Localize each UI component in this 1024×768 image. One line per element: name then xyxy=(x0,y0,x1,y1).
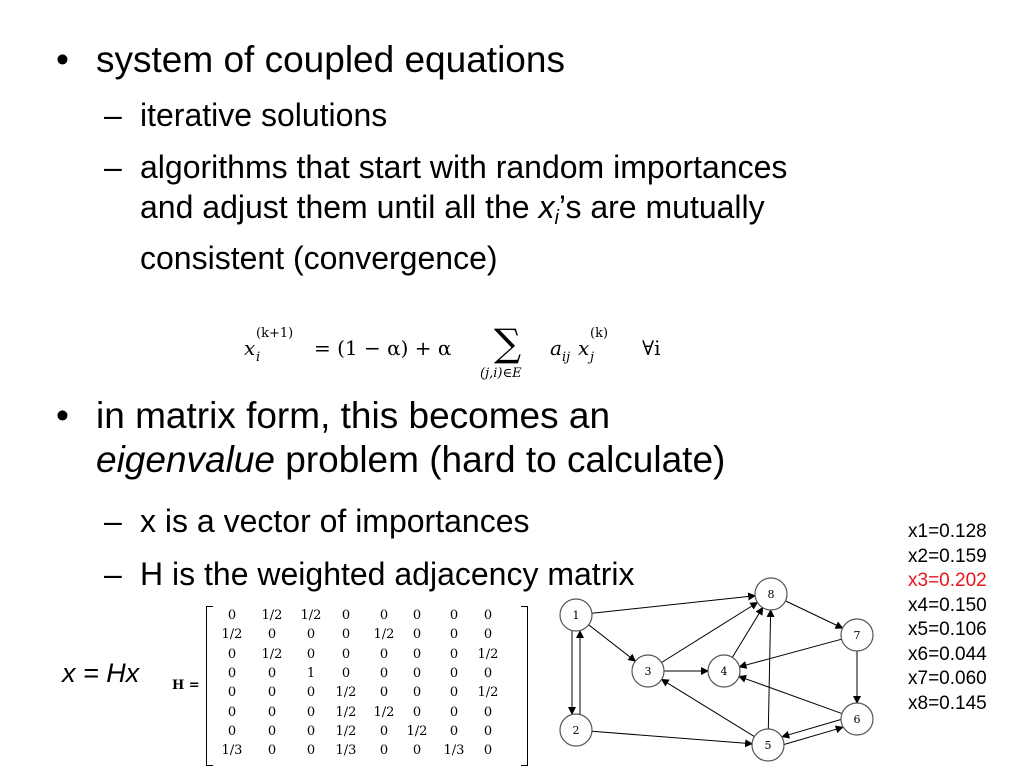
graph-edge-2-5 xyxy=(592,731,752,744)
value-x5: x5=0.106 xyxy=(908,619,987,640)
graph-node-6 xyxy=(841,703,873,735)
x-i-var: x xyxy=(538,189,555,225)
matrix-cell: 0 xyxy=(379,685,389,701)
node-label: 3 xyxy=(644,665,652,678)
matrix-cell: 0 xyxy=(341,646,351,662)
bullet-text: system of coupled equations xyxy=(96,39,565,80)
matrix-cell: 0 xyxy=(306,743,316,759)
matrix-cell: 1/2 xyxy=(477,646,499,662)
graph-edge-7-4 xyxy=(739,639,841,667)
graph-nodes xyxy=(560,578,873,761)
matrix-cell: 0 xyxy=(449,646,459,662)
matrix-cell: 1/2 xyxy=(373,704,395,720)
matrix-cell: 0 xyxy=(449,704,459,720)
graph-node-4 xyxy=(708,655,740,687)
sub-bullet-text: iterative solutions xyxy=(140,97,388,133)
matrix-cell: 0 xyxy=(341,665,351,681)
bullet-marker: • xyxy=(56,39,69,80)
bullet-line-1: in matrix form, this becomes an xyxy=(96,395,611,436)
matrix-cell: 0 xyxy=(412,646,422,662)
value-x4: x4=0.150 xyxy=(908,594,987,616)
dash-marker: – xyxy=(104,97,122,133)
matrix-cell: 0 xyxy=(483,627,493,643)
matrix-cell: 0 xyxy=(306,627,316,643)
matrix-cell: 0 xyxy=(379,608,389,623)
matrix-right-bracket xyxy=(521,606,528,766)
sub-bullet-text: H is the weighted adjacency matrix xyxy=(140,556,635,592)
matrix-cell: 0 xyxy=(412,665,422,681)
graph-node-7 xyxy=(841,619,873,651)
matrix-cell: 1/2 xyxy=(261,646,283,662)
matrix-cell: 0 xyxy=(306,685,316,701)
graph-edge-5-6 xyxy=(784,727,842,744)
matrix-cell: 0 xyxy=(267,743,277,759)
matrix-cell: 0 xyxy=(306,723,316,739)
matrix-cell: 1/2 xyxy=(221,627,243,643)
eq-lhs-sub: i xyxy=(256,350,261,365)
dash-marker: – xyxy=(104,503,122,539)
matrix-cell: 0 xyxy=(341,627,351,643)
eq-term-a-sub: ij xyxy=(562,350,571,365)
matrix-cell: 0 xyxy=(379,743,389,759)
sub-bullet-line-2 xyxy=(140,187,787,238)
matrix-cell: 0 xyxy=(483,665,493,681)
matrix-cell: 1 xyxy=(306,665,316,681)
matrix-cell: 0 xyxy=(267,723,277,739)
graph-node-1 xyxy=(560,599,592,631)
matrix-cell: 0 xyxy=(483,704,493,720)
node-label: 4 xyxy=(720,665,728,678)
graph-edge-6-5 xyxy=(782,720,840,737)
matrix-cell: 0 xyxy=(483,743,493,759)
h-matrix xyxy=(206,606,528,766)
graph-edge-5-8 xyxy=(768,610,770,729)
matrix-cell: 0 xyxy=(379,723,389,739)
value-x1: x1=0.128 xyxy=(908,521,987,542)
matrix-cell: 0 xyxy=(412,608,422,623)
graph-node-2 xyxy=(560,714,592,746)
eq-lhs-var: x xyxy=(244,336,256,360)
matrix-cell: 1/2 xyxy=(373,627,395,643)
eq-middle: = (1 − α) + α xyxy=(314,336,452,360)
bullet-line-2 xyxy=(96,438,725,482)
matrix-cell: 0 xyxy=(449,608,459,623)
matrix-cell: 1/2 xyxy=(300,608,322,623)
x-i-subscript: i xyxy=(554,207,559,229)
value-x7: x7=0.060 xyxy=(908,668,987,689)
matrix-cell: 0 xyxy=(412,627,422,643)
sub-bullet-iterative-solutions xyxy=(104,95,388,135)
node-label: 7 xyxy=(853,629,861,642)
value-x8: x8=0.145 xyxy=(908,692,987,714)
matrix-cell: 0 xyxy=(379,646,389,662)
matrix-cell: 0 xyxy=(412,704,422,720)
bullet-marker: • xyxy=(56,395,69,436)
matrix-cell: 0 xyxy=(227,646,237,662)
value-x2: x2=0.159 xyxy=(908,545,987,567)
matrix-left-bracket xyxy=(206,606,213,766)
value-x3: x3=0.202 xyxy=(908,570,987,591)
matrix-cell: 1/3 xyxy=(221,743,243,759)
matrix-cell: 0 xyxy=(267,704,277,720)
line-2-rest: ’s are mutually xyxy=(558,189,765,225)
importance-values xyxy=(908,520,987,716)
eq-sum-sign: ∑ xyxy=(494,321,522,365)
line-2-text: and adjust them until all the xyxy=(140,189,539,225)
dash-marker: – xyxy=(104,556,122,592)
bullet-matrix-form xyxy=(56,394,726,482)
eigen-equation-label: x = Hx xyxy=(62,658,140,688)
matrix-cell: 1/2 xyxy=(335,704,357,720)
matrix-cell: 0 xyxy=(306,646,316,662)
matrix-cell: 0 xyxy=(449,685,459,701)
graph-node-8 xyxy=(755,578,787,610)
link-graph xyxy=(540,570,900,768)
matrix-cell: 0 xyxy=(227,608,237,623)
matrix-cell: 0 xyxy=(227,665,237,681)
graph-edge-1-8 xyxy=(592,596,755,614)
matrix-cell: 0 xyxy=(267,665,277,681)
eq-term-x-sup: (k) xyxy=(590,326,609,341)
matrix-cell: 0 xyxy=(267,627,277,643)
node-label: 6 xyxy=(853,713,861,726)
matrix-cell: 1/2 xyxy=(335,723,357,739)
graph-node-3 xyxy=(632,655,664,687)
matrix-cell: 0 xyxy=(483,608,493,623)
matrix-cell: 0 xyxy=(449,665,459,681)
graph-edge-5-3 xyxy=(662,679,755,736)
node-label: 1 xyxy=(572,609,580,622)
matrix-cell: 0 xyxy=(379,665,389,681)
matrix-cell: 0 xyxy=(227,685,237,701)
bullet-system-coupled-equations xyxy=(56,38,565,82)
eq-sum-subscript: (j,i)∈E xyxy=(480,366,522,381)
dash-marker: – xyxy=(104,149,122,185)
sub-bullet-line-1: algorithms that start with random importances xyxy=(140,149,788,185)
matrix-cell: 0 xyxy=(227,723,237,739)
matrix-cell: 0 xyxy=(341,608,351,623)
matrix-cell: 1/2 xyxy=(261,608,283,623)
matrix-cell: 0 xyxy=(483,723,493,739)
eq-term-x-sub: j xyxy=(590,350,595,365)
matrix-cell: 0 xyxy=(306,704,316,720)
value-x6: x6=0.044 xyxy=(908,643,987,665)
eq-term-x: x xyxy=(578,336,590,360)
matrix-cell: 0 xyxy=(449,627,459,643)
matrix-cell: 0 xyxy=(449,723,459,739)
h-matrix-label: H = xyxy=(172,678,200,693)
matrix-cell: 0 xyxy=(267,685,277,701)
matrix-cell: 0 xyxy=(412,743,422,759)
graph-edge-1-3 xyxy=(589,625,636,661)
sub-bullet-line-3: consistent (convergence) xyxy=(140,240,498,276)
matrix-cell: 0 xyxy=(227,704,237,720)
matrix-cell: 0 xyxy=(412,685,422,701)
matrix-cell: 1/3 xyxy=(335,743,357,759)
sub-bullet-text: x is a vector of importances xyxy=(140,503,530,539)
node-label: 5 xyxy=(764,739,772,752)
sub-bullet-algorithms xyxy=(104,147,788,278)
eq-lhs-sup: (k+1) xyxy=(256,326,294,341)
matrix-cell: 1/3 xyxy=(443,743,465,759)
graph-node-5 xyxy=(752,729,784,761)
graph-edge-8-7 xyxy=(785,601,842,628)
graph-edge-3-8 xyxy=(662,602,758,662)
eq-forall: ∀i xyxy=(642,336,661,360)
graph-edge-6-4 xyxy=(739,676,842,713)
matrix-cell: 1/2 xyxy=(406,723,428,739)
node-label: 8 xyxy=(767,588,775,601)
node-label: 2 xyxy=(572,724,580,737)
matrix-cell: 1/2 xyxy=(477,685,499,701)
eq-term-a: a xyxy=(550,336,562,360)
sub-bullet-vector-importances xyxy=(104,501,530,541)
bullet-line-2-rest: problem (hard to calculate) xyxy=(274,439,726,480)
eigenvalue-emphasis: eigenvalue xyxy=(96,439,275,480)
matrix-cell: 1/2 xyxy=(335,685,357,701)
